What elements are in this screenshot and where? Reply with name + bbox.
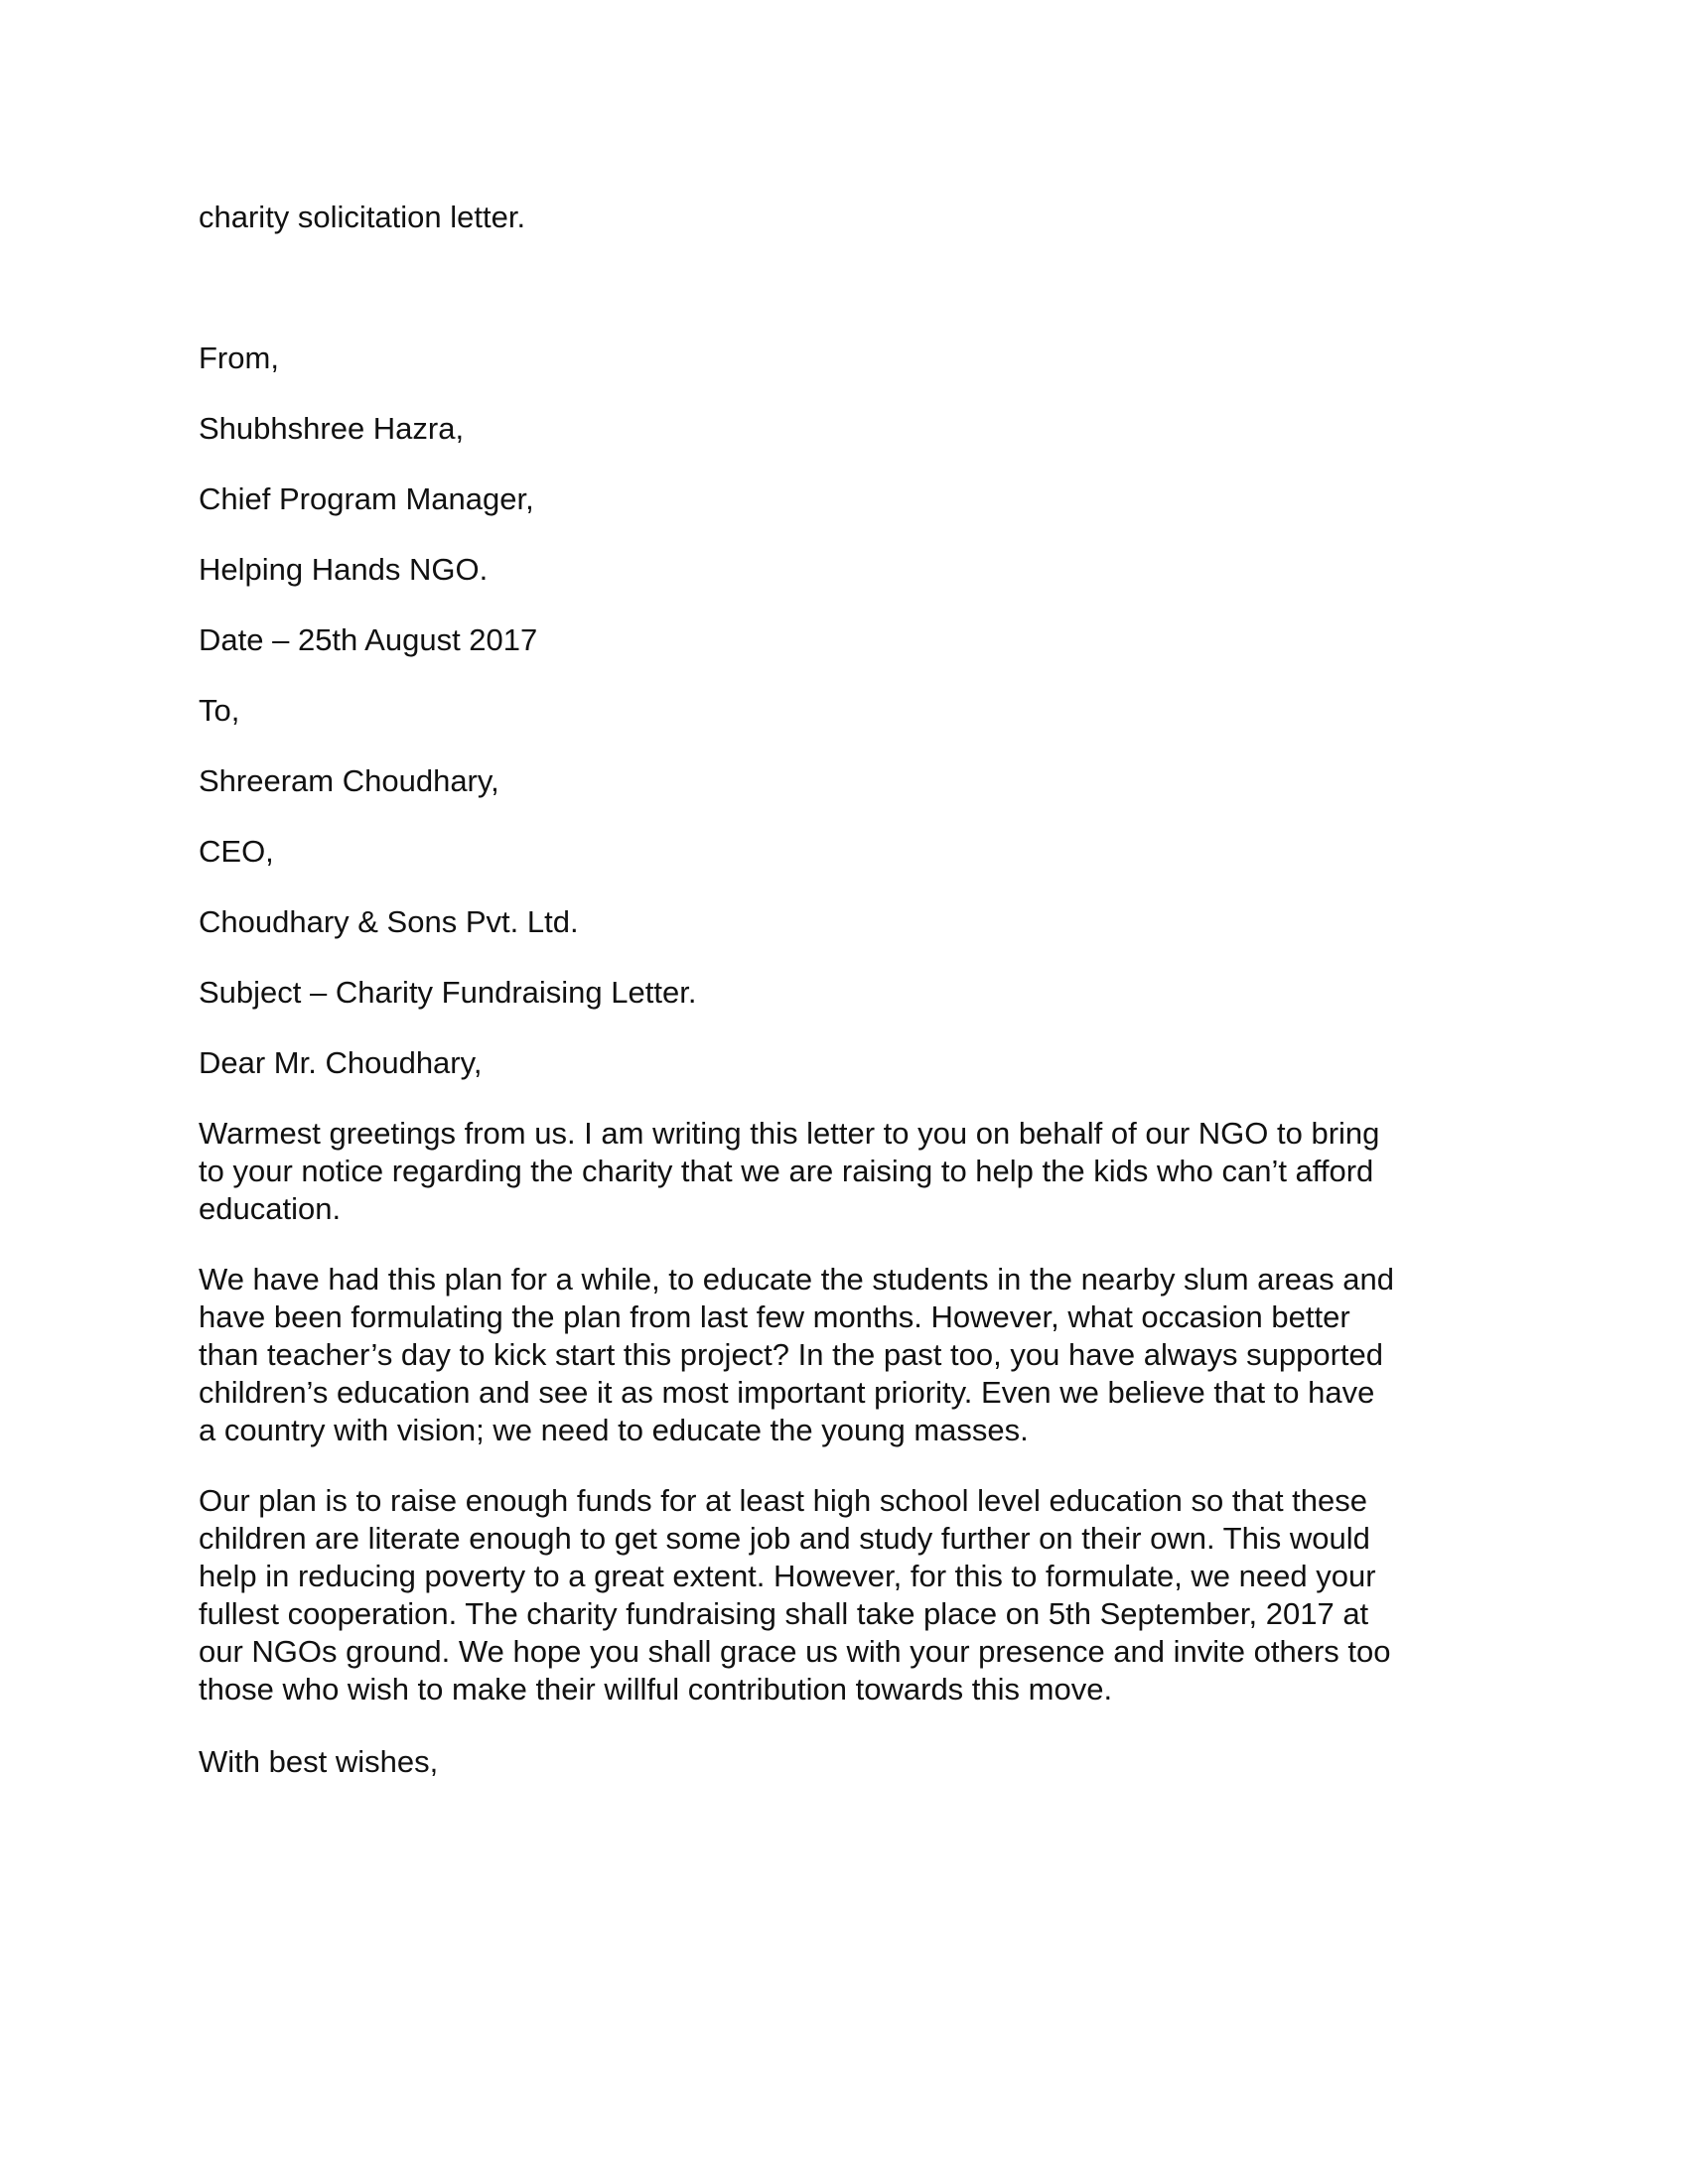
recipient-name: Shreeram Choudhary, — [199, 763, 499, 798]
paragraph-line: children’s education and see it as most important priority. Even we believe that to have — [199, 1375, 1375, 1410]
paragraph-line: education. — [199, 1191, 342, 1226]
document-title-line: charity solicitation letter. — [199, 200, 526, 234]
to-label: To, — [199, 693, 240, 728]
paragraph-line: our NGOs ground. We hope you shall grace us with your presence and invite others too — [199, 1634, 1391, 1669]
paragraph-line: children are literate enough to get some job and study further on their own. This would — [199, 1521, 1370, 1556]
paragraph-line: a country with vision; we need to educate the young masses. — [199, 1413, 1029, 1447]
sender-name: Shubhshree Hazra, — [199, 411, 465, 446]
paragraph-line: have been formulating the plan from last few months. However, what occasion better — [199, 1299, 1350, 1334]
paragraph-line: Our plan is to raise enough funds for at least high school level education so that these — [199, 1483, 1368, 1518]
paragraph-line: to your notice regarding the charity that we are raising to help the kids who can’t afford — [199, 1154, 1374, 1188]
paragraph-line: help in reducing poverty to a great extent. However, for this to formulate, we need your — [199, 1559, 1376, 1593]
paragraph-line: fullest cooperation. The charity fundraising shall take place on 5th September, 2017 at — [199, 1596, 1369, 1631]
body-paragraph-2 — [199, 1261, 1509, 1449]
body-paragraph-3 — [199, 1482, 1509, 1708]
recipient-designation: CEO, — [199, 834, 274, 869]
sender-designation: Chief Program Manager, — [199, 481, 534, 516]
body-paragraph-1 — [199, 1115, 1509, 1228]
salutation: Dear Mr. Choudhary, — [199, 1045, 483, 1080]
paragraph-line: than teacher’s day to kick start this project? In the past too, you have always supported — [199, 1337, 1384, 1372]
paragraph-line: Warmest greetings from us. I am writing this letter to you on behalf of our NGO to bring — [199, 1116, 1380, 1151]
paragraph-line: We have had this plan for a while, to educate the students in the nearby slum areas and — [199, 1262, 1395, 1297]
closing-line: With best wishes, — [199, 1744, 439, 1779]
recipient-organization: Choudhary & Sons Pvt. Ltd. — [199, 904, 579, 939]
paragraph-line: those who wish to make their willful contribution towards this move. — [199, 1672, 1113, 1706]
from-label: From, — [199, 341, 279, 375]
subject-line: Subject – Charity Fundraising Letter. — [199, 975, 697, 1010]
letter-date: Date – 25th August 2017 — [199, 622, 538, 657]
sender-organization: Helping Hands NGO. — [199, 552, 489, 587]
